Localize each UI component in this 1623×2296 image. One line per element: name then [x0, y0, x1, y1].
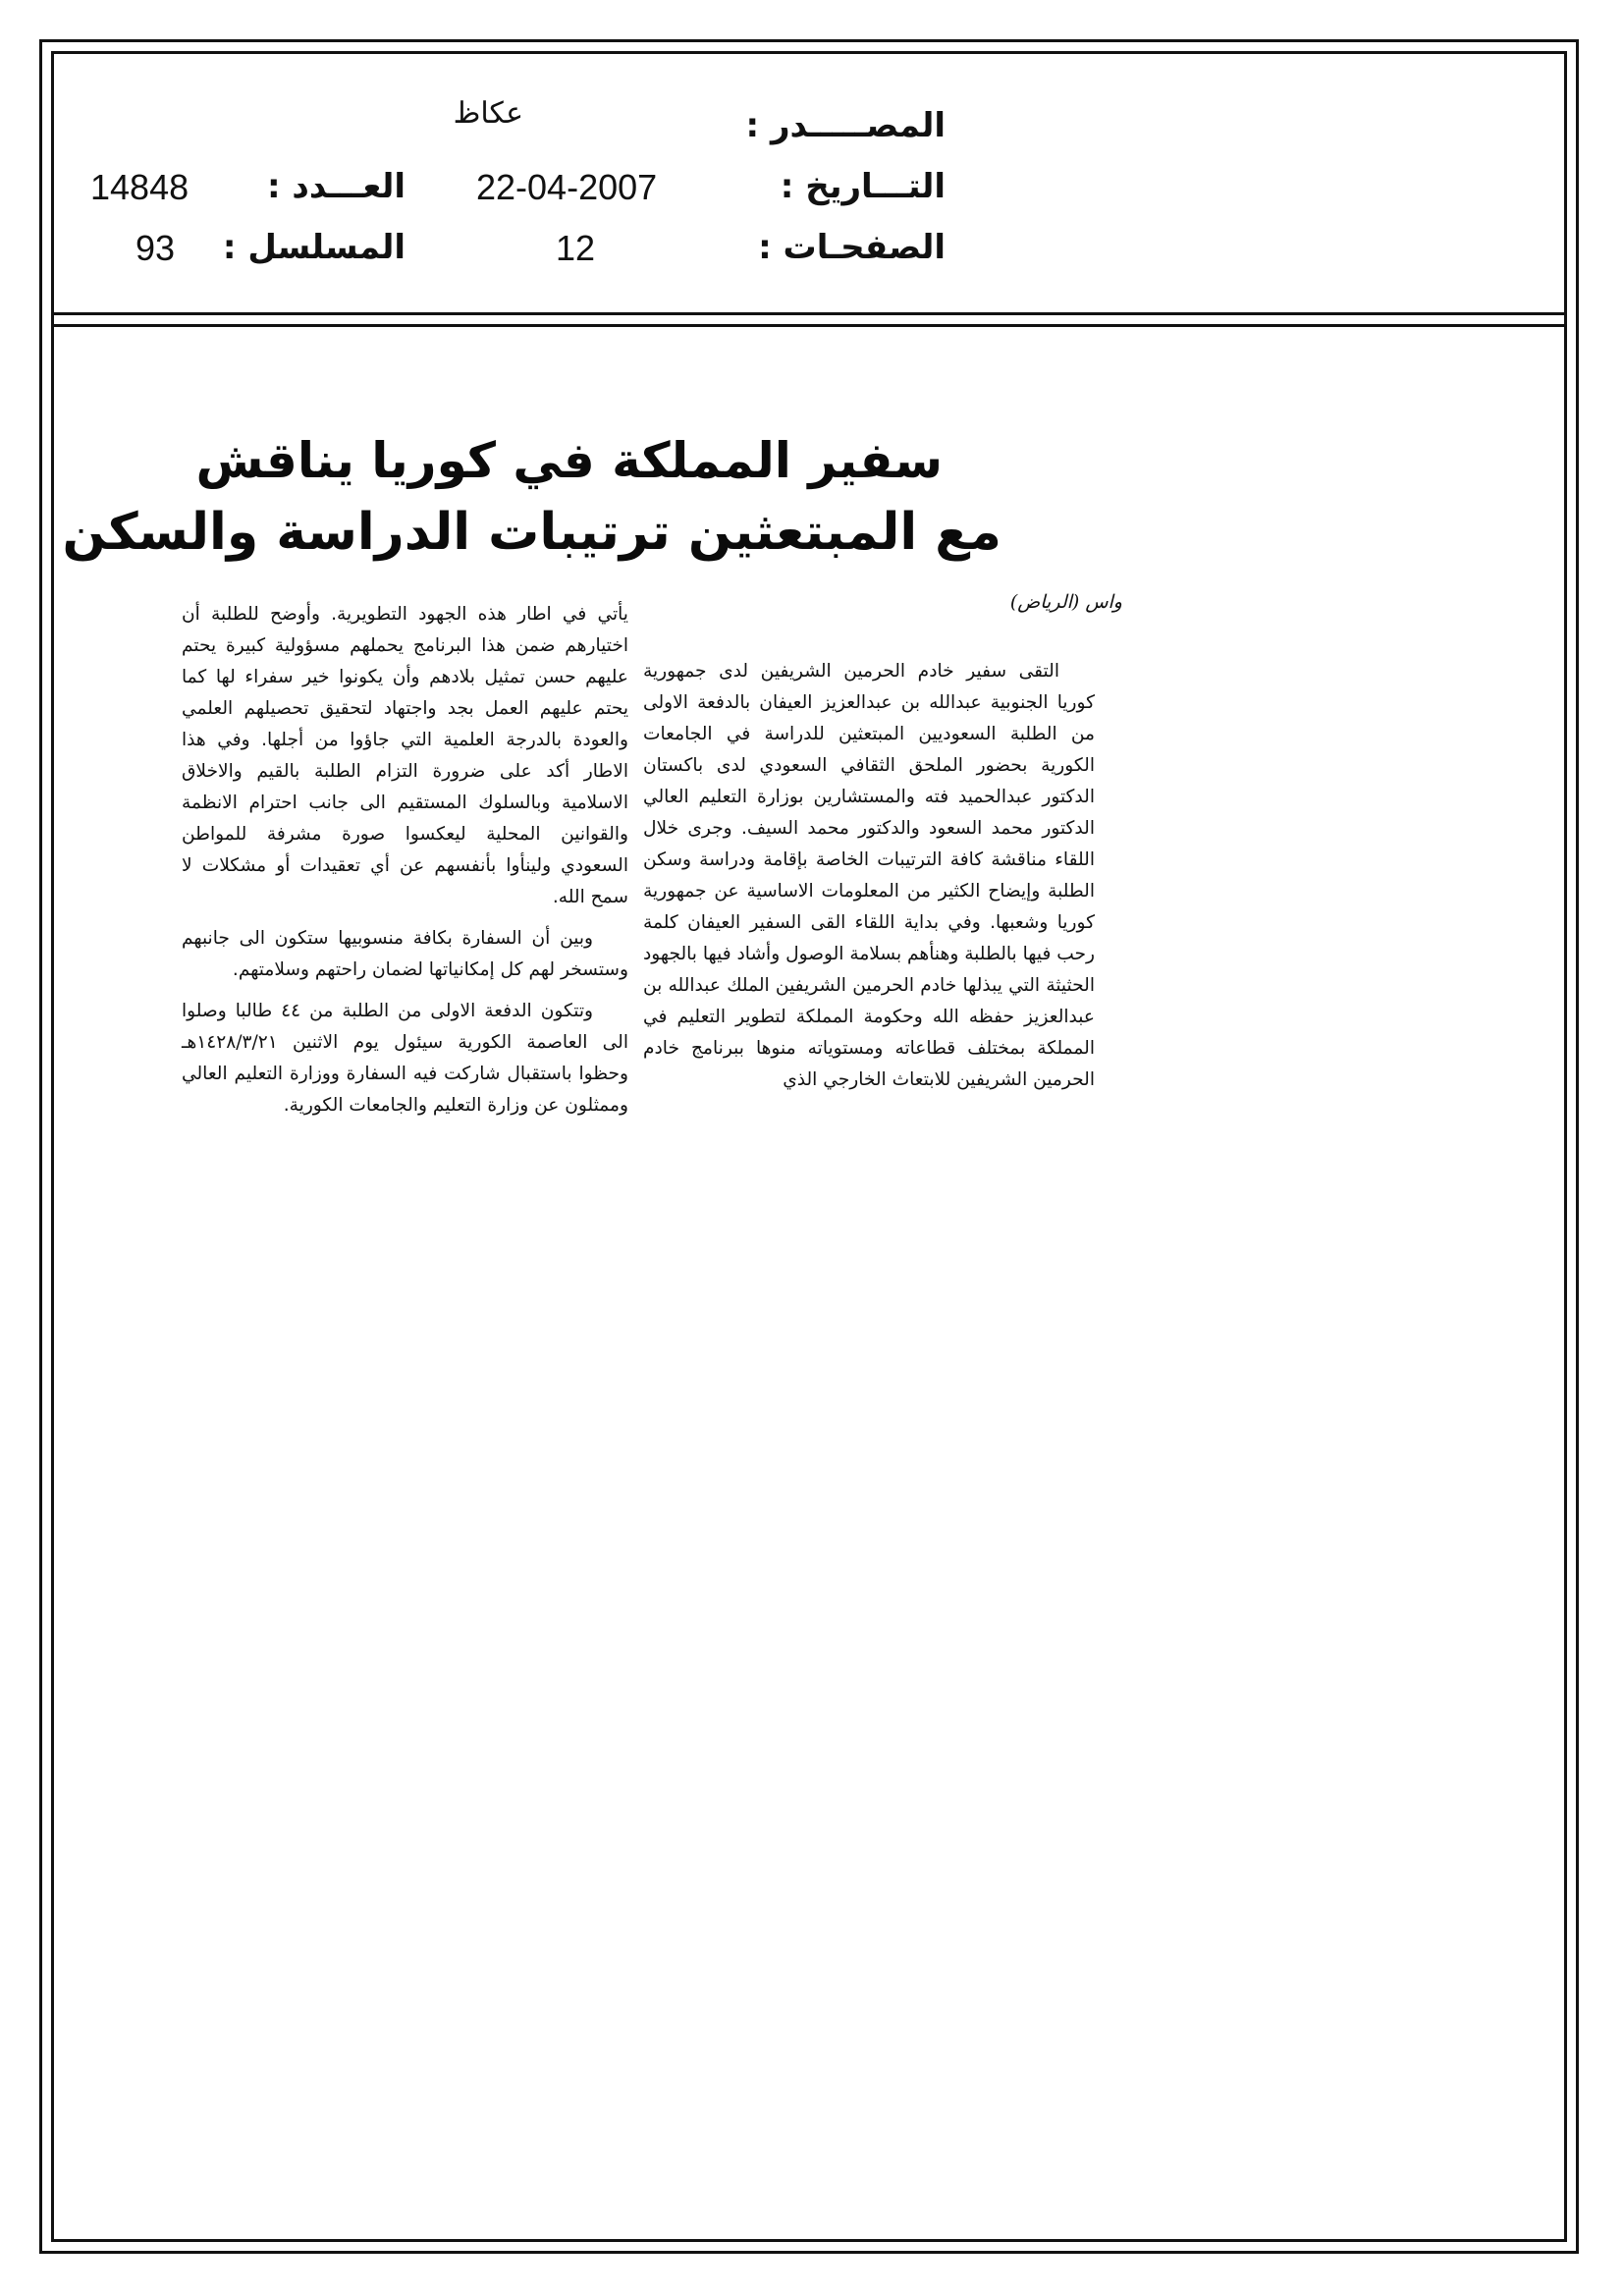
article-paragraph: يأتي في اطار هذه الجهود التطويرية. وأوضح للطلبة أن اختيارهم ضمن هذا البرنامج يحملهم مسؤولية كبيرة يحتم عليهم حسن تمثيل بلادهم وأن يكونوا خير سفراء لها كما يحتم عليهم العمل بجد واجتهاد لتحقيق تحصيلهم العلمي والعودة بالدرجة العلمية التي جاؤوا من أجلها. وفي هذا الاطار أكد على ضرورة التزام الطلبة بالقيم والاخلاق الاسلامية وبالسلوك المستقيم الى جانب احترام الانظمة والقوانين المحلية ليعكسوا صورة مشرفة للمواطن السعودي ولينأوا بأنفسهم عن أي تعقيدات أو مشكلات لا سمح الله.	[182, 604, 628, 907]
header-divider	[51, 312, 1567, 315]
source-value: عكاظ	[453, 97, 523, 130]
issue-label: العـــدد :	[267, 167, 406, 206]
source-label: المصـــــدر :	[745, 106, 946, 145]
article-paragraph: التقى سفير خادم الحرمين الشريفين لدى جمهورية كوريا الجنوبية عبدالله بن عبدالعزيز العيفان بالدفعة الاولى من الطلبة السعوديين المبتعثين للدراسة في الجامعات الكورية بحضور الملحق الثقافي السعودي لدى باكستان الدكتور عبدالحميد فته والمستشارين بوزارة التعليم العالي الدكتور محمد السعود والدكتور محمد السيف. وجرى خلال اللقاء مناقشة كافة الترتيبات الخاصة بإقامة ودراسة وسكن الطلبة وإيضاح الكثير من المعلومات الاساسية عن جمهورية كوريا وشعبها. وفي بداية اللقاء القى السفير العيفان كلمة رحب فيها بالطلبة وهنأهم بسلامة الوصول وأشاد فيها بالجهود الحثيثة التي يبذلها خادم الحرمين الشريفين الملك عبدالله بن عبدالعزيز حفظه الله وحكومة المملكة لتطوير التعليم في المملكة بمختلف قطاعاته ومستوياته منوها ببرنامج خادم الحرمين الشريفين للابتعاث الخارجي الذي	[643, 661, 1095, 1090]
headline-line-2: مع المبتعثين ترتيبات الدراسة والسكن	[62, 503, 1001, 562]
article-paragraph: وبين أن السفارة بكافة منسوبيها ستكون الى جانبهم وستسخر لهم كل إمكانياتها لضمان راحتهم وسلامتهم.	[182, 928, 628, 980]
article-paragraph: وتتكون الدفعة الاولى من الطلبة من ٤٤ طالبا وصلوا الى العاصمة الكورية سيئول يوم الاثنين ١٤٢٨/٣/٢١هـ وحظوا باستقبال شاركت فيه السفارة ووزارة التعليم العالي وممثلون عن وزارة التعليم والجامعات الكورية.	[182, 1001, 628, 1116]
pages-label: الصفحـات :	[758, 228, 946, 267]
article-column-left	[182, 599, 628, 1131]
byline: واس (الرياض)	[1009, 591, 1122, 613]
pages-value: 12	[556, 228, 596, 268]
serial-label: المسلسل :	[222, 228, 406, 267]
header-divider-double	[51, 324, 1567, 327]
article-column-right	[643, 656, 1095, 1106]
page-frame-inner	[51, 51, 1567, 2242]
date-value: 22-04-2007	[476, 167, 658, 207]
serial-value: 93	[135, 228, 176, 268]
issue-value: 14848	[90, 167, 189, 207]
headline-line-1: سفير المملكة في كوريا يناقش	[195, 432, 943, 489]
date-label: التـــاريخ :	[780, 167, 946, 206]
